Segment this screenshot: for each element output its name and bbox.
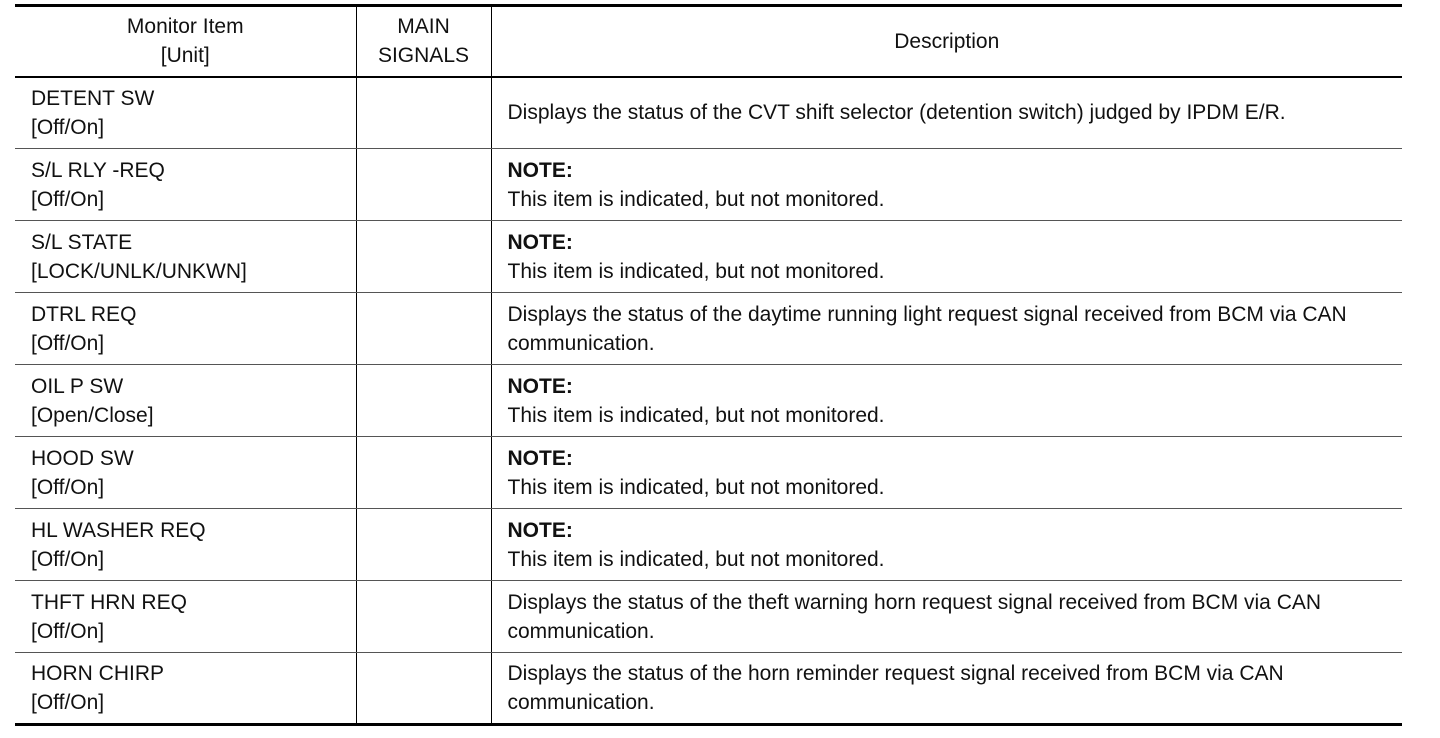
monitor-item-unit: [LOCK/UNLK/UNKWN] [31, 259, 247, 283]
description-cell [491, 509, 1402, 581]
main-signals-cell [356, 509, 491, 581]
monitor-item-cell [15, 509, 356, 581]
monitor-item-name: HOOD SW [31, 446, 134, 470]
description-cell [491, 221, 1402, 293]
main-signals-cell [356, 77, 491, 149]
monitor-item-unit: [Off/On] [31, 331, 105, 355]
header-unit-label: [Unit] [160, 44, 210, 68]
monitor-item-cell [15, 221, 356, 293]
monitor-item-cell [15, 437, 356, 509]
description-cell [491, 77, 1402, 149]
description-text: Displays the status of the theft warning horn request signal received from BCM via CAN communication. [507, 590, 1322, 643]
table-row [15, 365, 1402, 437]
note-label: NOTE: [507, 446, 573, 470]
header-main-label: MAIN [397, 15, 450, 39]
table-row [15, 293, 1402, 365]
header-row [15, 6, 1402, 77]
description-text: This item is indicated, but not monitored. [507, 403, 885, 427]
header-signals-label: SIGNALS [377, 44, 470, 68]
main-signals-cell [356, 581, 491, 653]
monitor-item-unit: [Open/Close] [31, 403, 154, 427]
monitor-item-name: HORN CHIRP [31, 662, 165, 685]
description-cell [491, 437, 1402, 509]
header-main-signals [356, 6, 491, 77]
description-text: This item is indicated, but not monitored. [507, 187, 885, 211]
description-text: Displays the status of the horn reminder request signal received from BCM via CAN communication. [507, 662, 1284, 714]
header-monitor-item-label: Monitor Item [126, 15, 244, 39]
table-row [15, 149, 1402, 221]
monitor-item-cell [15, 77, 356, 149]
monitor-item-cell [15, 653, 356, 725]
description-text: This item is indicated, but not monitored. [507, 547, 885, 571]
table-header [15, 6, 1402, 77]
monitor-item-unit: [Off/On] [31, 547, 105, 571]
monitor-item-name: S/L RLY -REQ [31, 158, 165, 182]
note-label: NOTE: [507, 374, 573, 398]
description-text: This item is indicated, but not monitored. [507, 475, 885, 499]
monitor-item-unit: [Off/On] [31, 619, 105, 643]
monitor-item-cell [15, 149, 356, 221]
table-row [15, 221, 1402, 293]
note-label: NOTE: [507, 230, 573, 254]
table-row [15, 581, 1402, 653]
monitor-item-unit: [Off/On] [31, 115, 105, 139]
main-signals-cell [356, 149, 491, 221]
monitor-item-cell [15, 365, 356, 437]
main-signals-cell [356, 437, 491, 509]
table-body [15, 77, 1402, 725]
description-cell [491, 293, 1402, 365]
monitor-item-unit: [Off/On] [31, 691, 105, 714]
description-cell [491, 149, 1402, 221]
note-label: NOTE: [507, 158, 573, 182]
monitor-item-table [15, 4, 1402, 726]
description-text: Displays the status of the CVT shift selector (detention switch) judged by IPDM E/R. [507, 101, 1286, 125]
description-cell [491, 653, 1402, 725]
main-signals-cell [356, 365, 491, 437]
description-text: Displays the status of the daytime running light request signal received from BCM via CAN communication. [507, 302, 1347, 355]
monitor-item-name: THFT HRN REQ [31, 590, 187, 614]
table-row [15, 509, 1402, 581]
monitor-item-name: DTRL REQ [31, 302, 137, 326]
monitor-item-cell [15, 293, 356, 365]
monitor-item-name: OIL P SW [31, 374, 124, 398]
header-description-label: Description [894, 29, 1000, 53]
monitor-item-cell [15, 581, 356, 653]
header-description [491, 6, 1402, 77]
main-signals-cell [356, 293, 491, 365]
monitor-item-unit: [Off/On] [31, 187, 105, 211]
monitor-item-unit: [Off/On] [31, 475, 105, 499]
description-cell [491, 581, 1402, 653]
table-row [15, 77, 1402, 149]
monitor-item-name: S/L STATE [31, 230, 133, 254]
description-text: This item is indicated, but not monitored. [507, 259, 885, 283]
main-signals-cell [356, 653, 491, 725]
table-row [15, 437, 1402, 509]
header-monitor-item [15, 6, 356, 77]
table-row [15, 653, 1402, 725]
description-cell [491, 365, 1402, 437]
main-signals-cell [356, 221, 491, 293]
note-label: NOTE: [507, 518, 573, 542]
monitor-item-name: HL WASHER REQ [31, 518, 206, 542]
monitor-item-name: DETENT SW [31, 86, 155, 110]
